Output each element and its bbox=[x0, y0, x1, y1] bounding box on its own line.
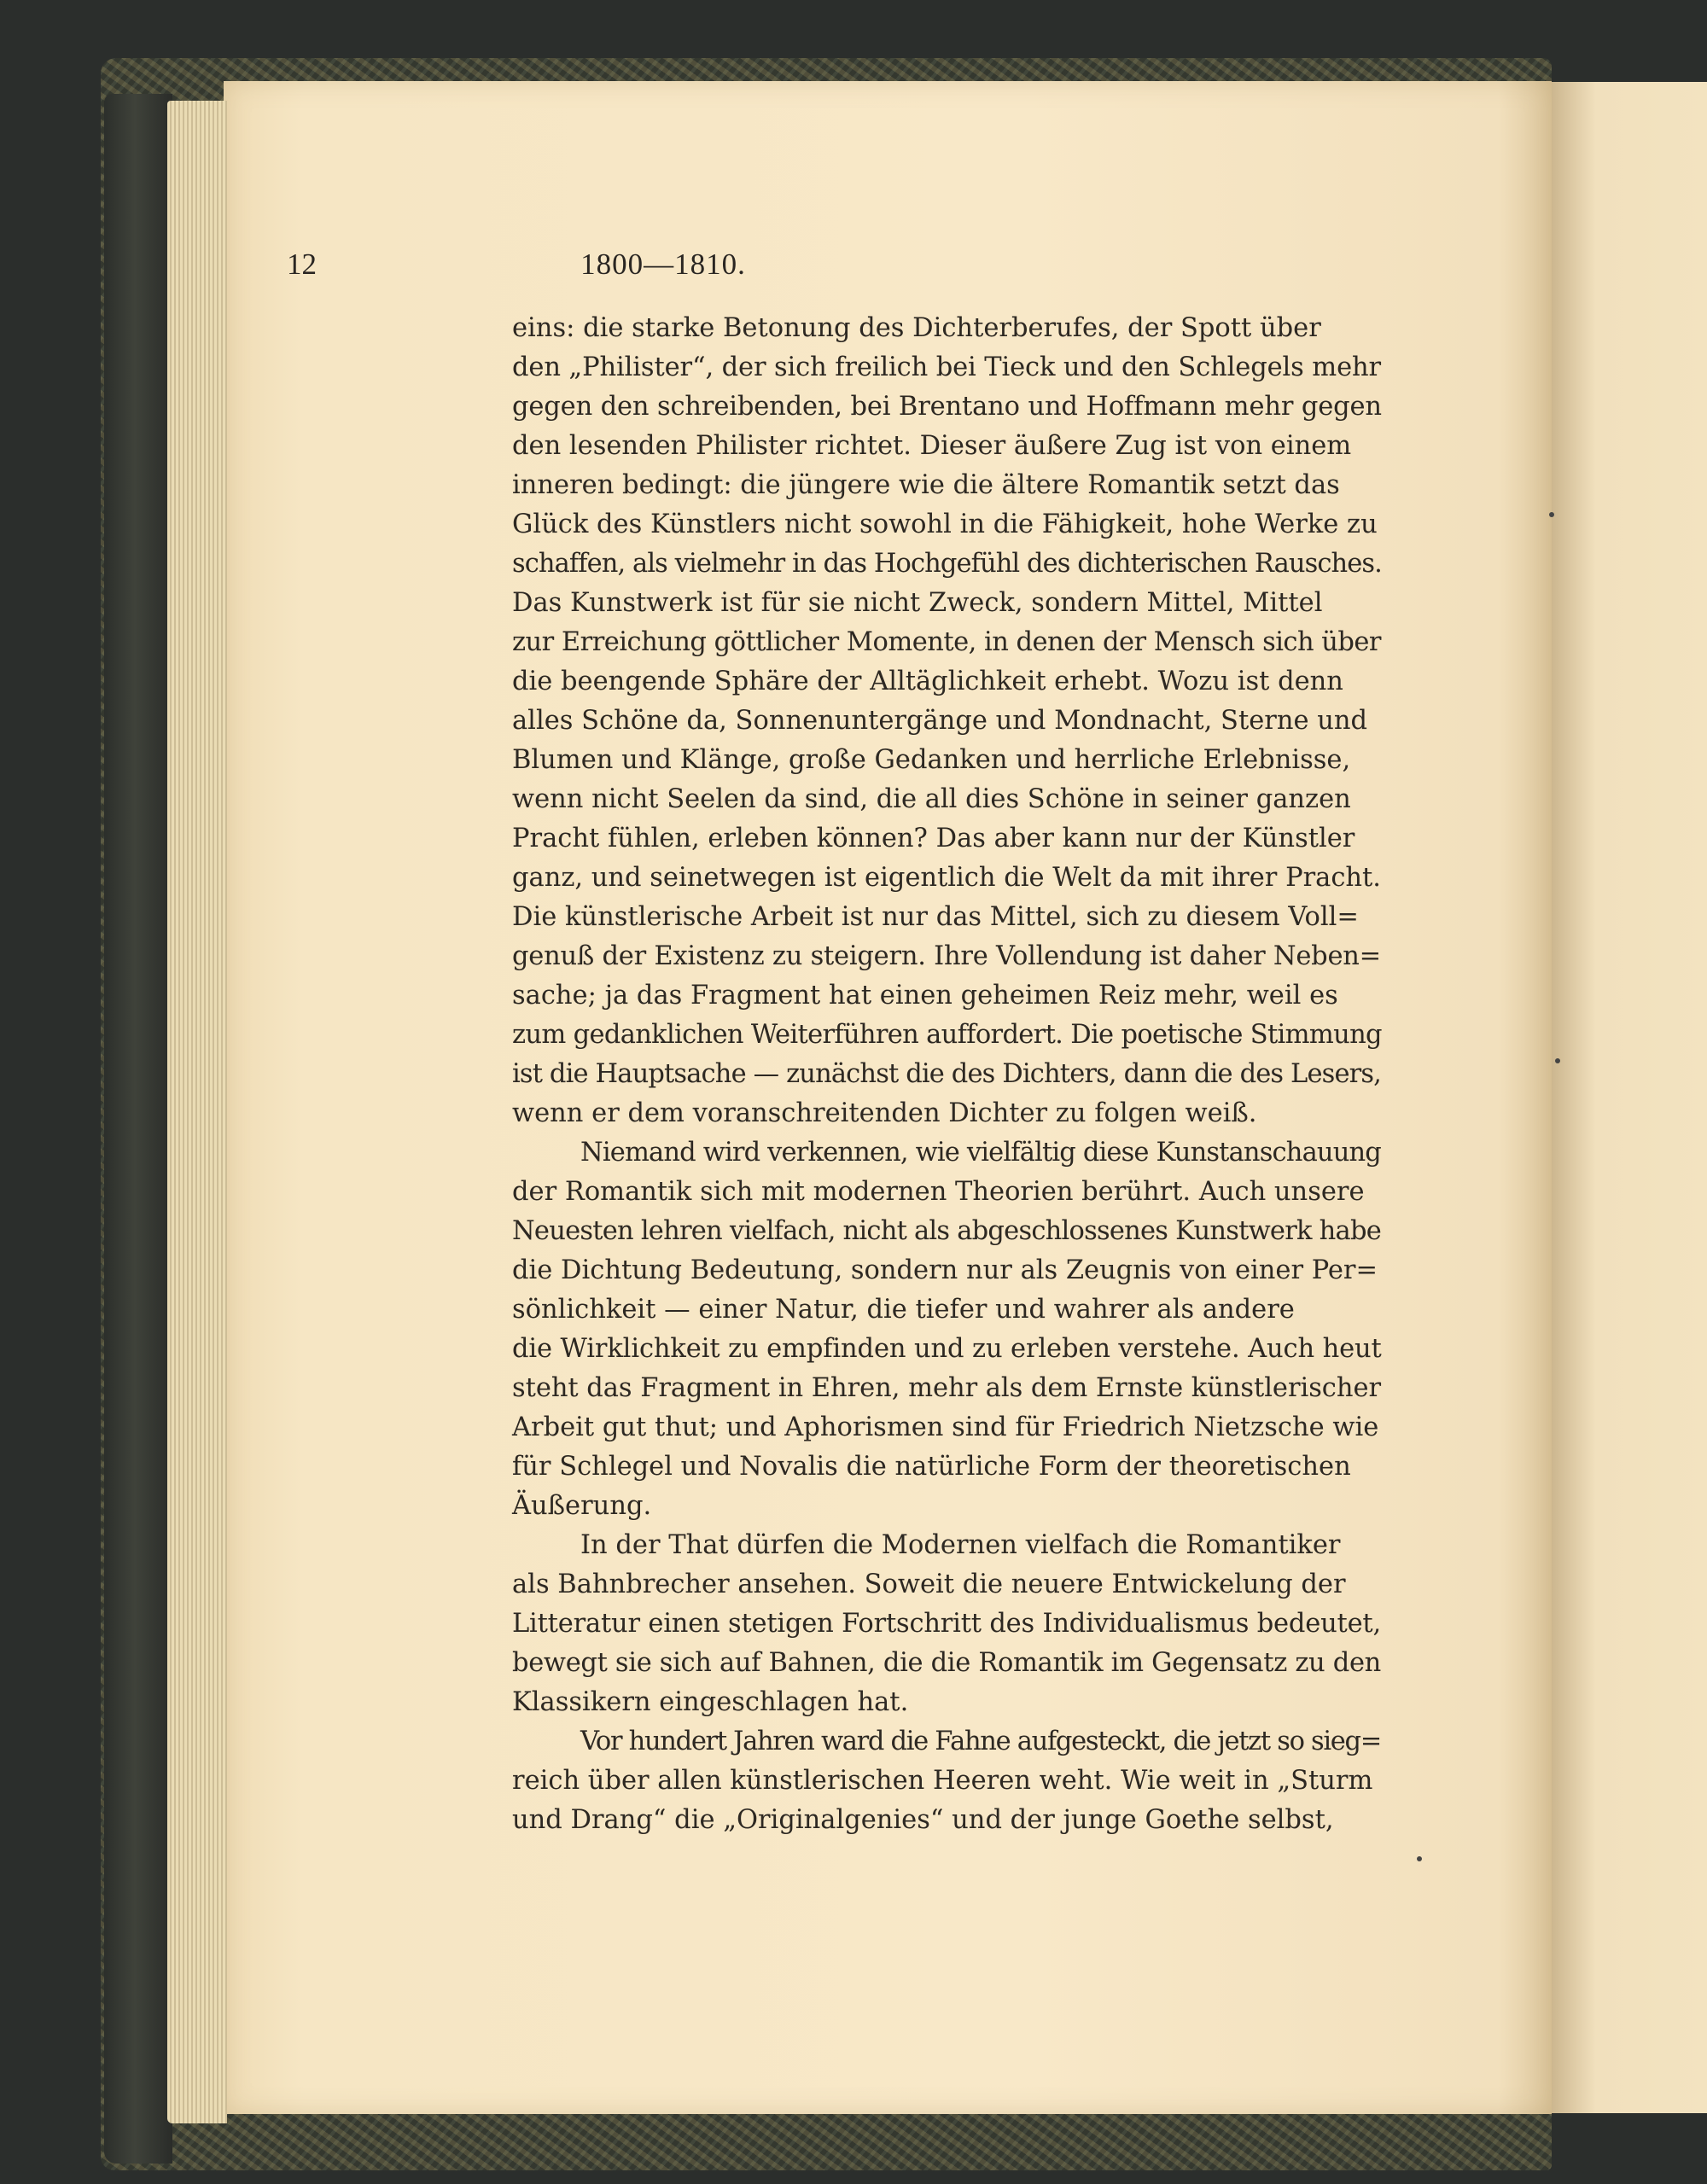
running-head: 1800—1810. bbox=[580, 248, 746, 281]
text-line: Glück des Künstlers nicht sowohl in die Fähigkeit, hohe Werke zu bbox=[512, 510, 1378, 539]
text-line: ganz, und seinetwegen ist eigentlich die Welt da mit ihrer Pracht. bbox=[512, 863, 1381, 893]
text-line: Arbeit gut thut; und Aphorismen sind für Friedrich Nietzsche wie bbox=[512, 1412, 1379, 1442]
text-line: Pracht fühlen, erleben können? Das aber kann nur der Künstler bbox=[512, 824, 1355, 853]
text-line: Blumen und Klänge, große Gedanken und herrliche Erlebnisse, bbox=[512, 745, 1351, 775]
text-line: die Dichtung Bedeutung, sondern nur als Zeugnis von einer Per= bbox=[512, 1255, 1378, 1285]
text-line: Äußerung. bbox=[512, 1491, 652, 1521]
page-header bbox=[287, 248, 1040, 290]
text-line: die Wirklichkeit zu empfinden und zu erleben verstehe. Auch heut bbox=[512, 1334, 1382, 1364]
text-line: den „Philister“, der sich freilich bei Tieck und den Schlegels mehr bbox=[512, 352, 1381, 382]
text-line: Litteratur einen stetigen Fortschritt des Individualismus bedeutet, bbox=[512, 1609, 1381, 1639]
body-text bbox=[512, 309, 1381, 1840]
text-line: ist die Hauptsache — zunächst die des Dichters, dann die des Lesers, bbox=[512, 1059, 1381, 1089]
margin-speck bbox=[1417, 1856, 1422, 1861]
text-line: Niemand wird verkennen, wie vielfältig diese Kunstanschauung bbox=[580, 1138, 1381, 1168]
text-line: als Bahnbrecher ansehen. Soweit die neuere Entwickelung der bbox=[512, 1570, 1346, 1599]
text-line: Klassikern eingeschlagen hat. bbox=[512, 1687, 909, 1717]
text-line: sönlichkeit — einer Natur, die tiefer und wahrer als andere bbox=[512, 1295, 1295, 1325]
text-line: schaffen, als vielmehr in das Hochgefühl des dichterischen Rausches. bbox=[512, 549, 1382, 579]
page-stack-edges bbox=[167, 101, 227, 2123]
text-line: inneren bedingt: die jüngere wie die ältere Romantik setzt das bbox=[512, 470, 1340, 500]
text-line: zum gedanklichen Weiterführen auffordert. Die poetische Stimmung bbox=[512, 1020, 1382, 1050]
text-line: eins: die starke Betonung des Dichterberufes, der Spott über bbox=[512, 313, 1321, 343]
text-line: für Schlegel und Novalis die natürliche Form der theoretischen bbox=[512, 1452, 1351, 1482]
text-line: steht das Fragment in Ehren, mehr als dem Ernste künstlerischer bbox=[512, 1373, 1381, 1403]
text-line: Das Kunstwerk ist für sie nicht Zweck, sondern Mittel, Mittel bbox=[512, 588, 1323, 618]
margin-speck bbox=[1555, 1058, 1560, 1063]
text-line: wenn nicht Seelen da sind, die all dies Schöne in seiner ganzen bbox=[512, 784, 1351, 814]
text-line: In der That dürfen die Modernen vielfach die Romantiker bbox=[580, 1530, 1341, 1560]
page-number: 12 bbox=[287, 248, 317, 281]
text-line: sache; ja das Fragment hat einen geheimen Reiz mehr, weil es bbox=[512, 981, 1338, 1010]
text-line: Neuesten lehren vielfach, nicht als abgeschlossenes Kunstwerk habe bbox=[512, 1216, 1381, 1246]
text-line: Die künstlerische Arbeit ist nur das Mittel, sich zu diesem Voll= bbox=[512, 902, 1359, 932]
text-line: Vor hundert Jahren ward die Fahne aufgesteckt, die jetzt so sieg= bbox=[580, 1727, 1381, 1756]
text-line: bewegt sie sich auf Bahnen, die die Romantik im Gegensatz zu den bbox=[512, 1648, 1381, 1678]
text-line: alles Schöne da, Sonnenuntergänge und Mondnacht, Sterne und bbox=[512, 706, 1368, 736]
text-line: der Romantik sich mit modernen Theorien berührt. Auch unsere bbox=[512, 1177, 1365, 1207]
text-line: die beengende Sphäre der Alltäglichkeit erhebt. Wozu ist denn bbox=[512, 667, 1343, 696]
text-line: genuß der Existenz zu steigern. Ihre Vollendung ist daher Neben= bbox=[512, 941, 1381, 971]
text-line: zur Erreichung göttlicher Momente, in denen der Mensch sich über bbox=[512, 627, 1381, 657]
margin-speck bbox=[1549, 512, 1554, 517]
facing-page-edge bbox=[1548, 82, 1707, 2113]
text-line: gegen den schreibenden, bei Brentano und Hoffmann mehr gegen bbox=[512, 392, 1382, 422]
text-line: reich über allen künstlerischen Heeren weht. Wie weit in „Sturm bbox=[512, 1766, 1373, 1796]
book-spine bbox=[104, 94, 172, 2164]
text-line: den lesenden Philister richtet. Dieser äußere Zug ist von einem bbox=[512, 431, 1352, 461]
text-line: wenn er dem voranschreitenden Dichter zu folgen weiß. bbox=[512, 1098, 1257, 1128]
text-line: und Drang“ die „Originalgenies“ und der junge Goethe selbst, bbox=[512, 1805, 1334, 1835]
